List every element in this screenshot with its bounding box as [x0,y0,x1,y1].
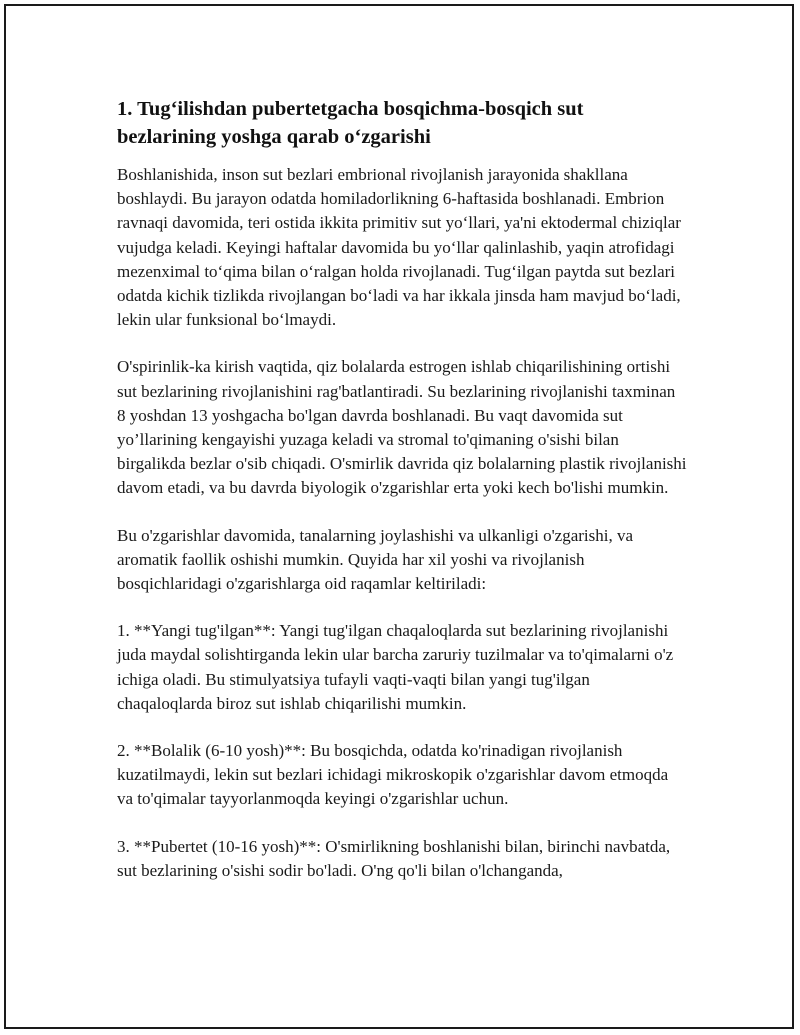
list-item-puberty: 3. **Pubertet (10-16 yosh)**: O'smirlikning boshlanishi bilan, birinchi navbatda, sut bezlarining o'sishi sodir bo'ladi. O'ng qo'li bilan o'lchanganda, [117,836,671,880]
section-heading: 1. Tug‘ilishdan pubertetgacha bosqichma-bosqich sut bezlarining yoshga qarab o‘zgarishi [117,98,584,148]
paragraph-changes-intro: Bu o'zgarishlar davomida, tanalarning joylashishi va ulkanligi o'zgarishi, va aromatik faollik oshishi mumkin. Quyida har xil yoshi va rivojlanish bosqichlaridagi o'zgarishlarga oid raqamlar keltiriladi: [117,525,634,594]
paragraph-embryonic-development: Boshlanishida, inson sut bezlari embrional rivojlanish jarayonida shakllana boshlaydi. Bu jarayon odatda homiladorlikning 6-haftasida boshlanadi. Embrion ravnaqi davomida, teri ostida ikkita primitiv sut yo‘llari, ya'ni ektodermal chiziqlar vujudga keladi. Keyingi haftalar davomida bu yo‘llar qalinlashib, yaqin atrofidagi mezenximal to‘qima bilan o‘ralgan holda rivojlanadi. Tug‘ilgan paytda sut bezlari odatda kichik tizlikda rivojlangan bo‘ladi va har ikkala jinsda ham mavjud bo‘ladi, lekin ular funksional bo‘lmaydi. [117,165,681,330]
document-body [117,95,687,906]
list-item-newborn: 1. **Yangi tug'ilgan**: Yangi tug'ilgan chaqaloqlarda sut bezlarining rivojlanishi juda maydal solishtirganda lekin ular barcha zaruriy tuzilmalar va to'qimalarni o'z ichiga oladi. Bu stimulyatsiya tufayli vaqti-vaqti bilan yangi tug'ilgan chaqaloqlarda biroz sut ishlab chiqarilishi mumkin. [117,621,674,713]
paragraph-adolescence: O'spirinlik-ka kirish vaqtida, qiz bolalarda estrogen ishlab chiqarilishining ortishi sut bezlarining rivojlanishini rag'batlantiradi. Su bezlarining rivojlanishi taxminan 8 yoshdan 13 yoshgacha bo'lgan davrda boshlanadi. Bu vaqt davomida sut yo’llarining kengayishi yuzaga keladi va stromal to'qimaning o'sishi bilan birgalikda bezlar o'sib chiqadi. O'smirlik davrida qiz bolalarning plastik rivojlanishi davom etadi, va bu davrda biyologik o'zgarishlar erta yoki kech bo'lishi mumkin. [117,357,687,498]
list-item-childhood: 2. **Bolalik (6-10 yosh)**: Bu bosqichda, odatda ko'rinadigan rivojlanish kuzatilmaydi, lekin sut bezlari ichidagi mikroskopik o'zgarishlar davom etmoqda va to'qimalar tayyorlanmoqda keyingi o'zgarishlar uchun. [117,741,669,809]
